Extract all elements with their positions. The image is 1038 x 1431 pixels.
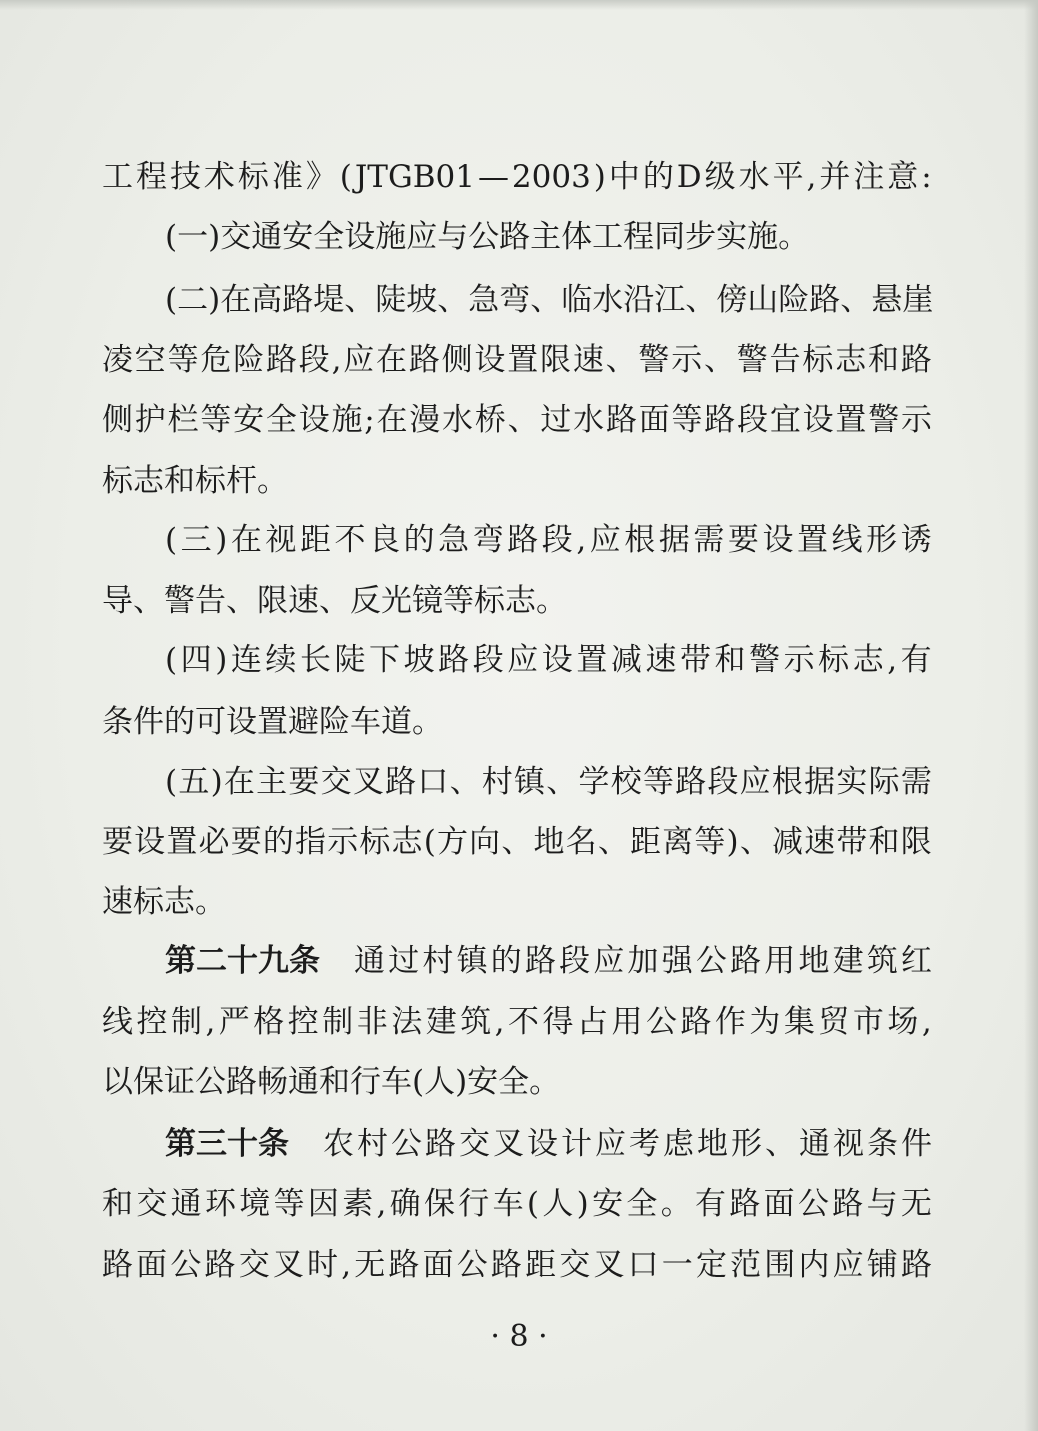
article-30-heading: 第三十条 <box>165 1126 289 1162</box>
item-3-line-2: 导、警告、限速、反光镜等标志。 <box>102 583 567 619</box>
page-top-shadow <box>0 0 1038 10</box>
article-29-line-3: 以保证公路畅通和行车(人)安全。 <box>102 1064 561 1100</box>
article-30-line-3: 路 面 公 路 交 叉 时 , 无 路 面 公 路 距 交 叉 口 一 定 范 围 内 应 铺 路 <box>102 1247 932 1283</box>
body-line-1: 工 程 技 术 标 准 》 ( JTGB01 — 2003 ) 中 的 D 级 水 平 , 并 注 意 : <box>102 159 932 195</box>
item-3-line-1: ( 三 ) 在 视 距 不 良 的 急 弯 路 段 , 应 根 据 需 要 设 置 线 形 诱 <box>165 522 932 558</box>
item-2-line-4: 标志和标杆。 <box>102 463 288 499</box>
article-30-line-2: 和 交 通 环 境 等 因 素 , 确 保 行 车 ( 人 ) 安 全 。 有 路 面 公 路 与 无 <box>102 1186 932 1222</box>
article-29-heading: 第二十九条 <box>165 943 320 979</box>
article-29-first-line <box>165 941 932 981</box>
item-2-line-2: 凌 空 等 危 险 路 段 , 应 在 路 侧 设 置 限 速 、 警 示 、 警 告 标 志 和 路 <box>102 342 932 378</box>
item-5-line-3: 速标志。 <box>102 884 226 920</box>
article-30-first-line <box>165 1124 932 1164</box>
item-4-line-2: 条件的可设置避险车道。 <box>102 704 443 740</box>
page-right-shadow <box>1024 0 1038 1431</box>
article-29-line-2: 线 控 制 , 严 格 控 制 非 法 建 筑 , 不 得 占 用 公 路 作 为 集 贸 市 场 , <box>102 1004 932 1040</box>
item-1-line: (一)交通安全设施应与公路主体工程同步实施。 <box>165 219 810 255</box>
page-number: · 8 · <box>490 1319 548 1354</box>
item-2-line-3: 侧 护 栏 等 安 全 设 施 ; 在 漫 水 桥 、 过 水 路 面 等 路 段 宜 设 置 警 示 <box>102 402 932 438</box>
item-2-line-1: ( 二 ) 在 高 路 堤 、 陡 坡 、 急 弯 、 临 水 沿 江 、 傍 山 险 路 、 悬 崖 <box>165 282 934 318</box>
item-5-line-2: 要 设 置 必 要 的 指 示 标 志 ( 方 向 、 地 名 、 距 离 等 ) 、 减 速 带 和 限 <box>102 824 932 860</box>
article-29-text: 通 过 村 镇 的 路 段 应 加 强 公 路 用 地 建 筑 红 <box>354 943 932 979</box>
article-30-text: 农 村 公 路 交 叉 设 计 应 考 虑 地 形 、 通 视 条 件 <box>323 1126 932 1162</box>
item-4-line-1: ( 四 ) 连 续 长 陡 下 坡 路 段 应 设 置 减 速 带 和 警 示 标 志 , 有 <box>165 642 932 678</box>
item-5-line-1: ( 五 ) 在 主 要 交 叉 路 口 、 村 镇 、 学 校 等 路 段 应 根 据 实 际 需 <box>165 764 932 800</box>
